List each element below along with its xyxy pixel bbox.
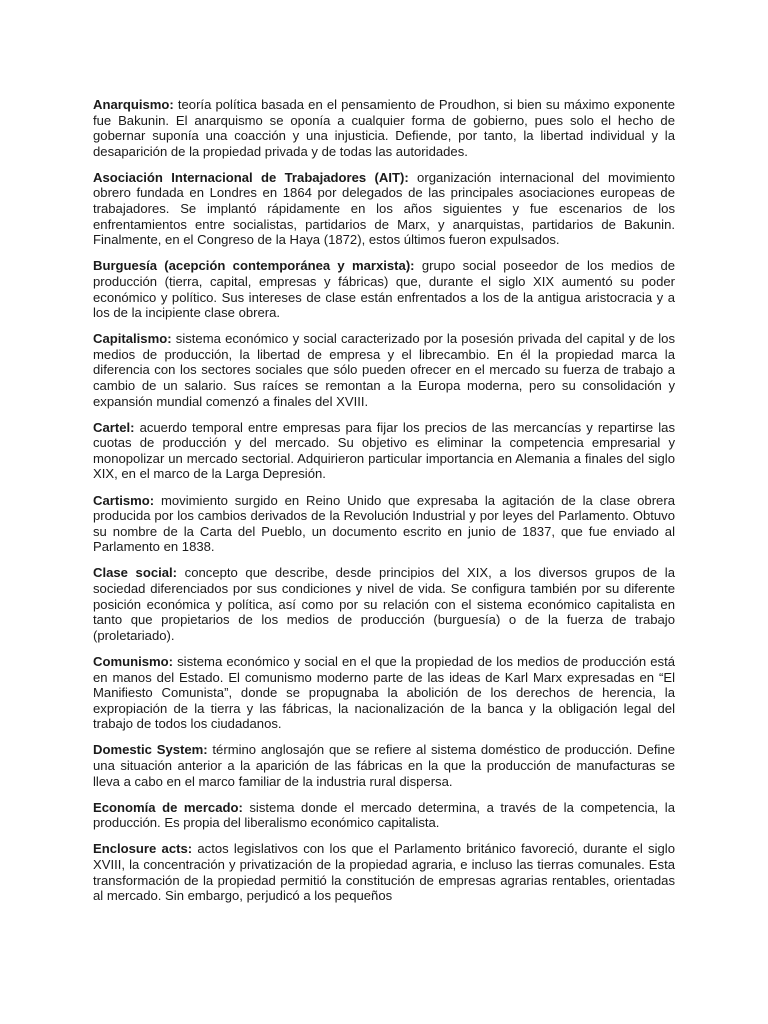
glossary-term: Domestic System: — [93, 742, 208, 758]
glossary-entry — [93, 841, 675, 903]
glossary-entry — [93, 331, 675, 409]
glossary-definition: acuerdo temporal entre empresas para fijar los precios de las mercancías y repartirse las cuotas de producción y del mercado. Su objetivo es eliminar la competencia empresarial y monopolizar un mercado sectorial. Adquirieron particular importancia en Alemania a finales del siglo XIX, en el marco de la Larga Depresión. — [93, 419, 675, 482]
glossary-term: Capitalismo: — [93, 331, 172, 347]
glossary-term: Cartismo: — [93, 492, 155, 508]
glossary-entry — [93, 654, 675, 732]
glossary-term: Clase social: — [93, 565, 178, 581]
glossary-entry — [93, 493, 675, 555]
glossary-entry — [93, 258, 675, 320]
glossary-entry — [93, 420, 675, 482]
glossary-term: Asociación Internacional de Trabajadores (AIT): — [93, 169, 409, 185]
glossary-term: Comunismo: — [93, 653, 174, 669]
glossary-term: Anarquismo: — [93, 97, 174, 112]
glossary-definition: concepto que describe, desde principios del XIX, a los diversos grupos de la sociedad diferenciados por sus condiciones y nivel de vida. Se configura también por su diferente posición económica y política, así como por su relación con el sistema económico capitalista en tanto que propietarios de los medios de producción (burguesía) o de la fuerza de trabajo (proletariado). — [93, 565, 675, 643]
glossary-definition: movimiento surgido en Reino Unido que expresaba la agitación de la clase obrera producida por los cambios derivados de la Revolución Industrial y por leyes del Parlamento. Obtuvo su nombre de la Carta del Pueblo, un documento escrito en junio de 1837, que fue enviado al Parlamento en 1838. — [93, 492, 675, 555]
glossary-definition: sistema económico y social caracterizado por la posesión privada del capital y de los medios de producción, la libertad de empresa y el librecambio. En él la propiedad marca la diferencia con los sectores sociales que sólo pueden ofrecer en el mercado su fuerza de trabajo a cambio de un salario. Sus raíces se remontan a la Europa moderna, pero su consolidación y expansión mundial comenzó a finales del XVIII. — [93, 331, 675, 409]
glossary-term: Enclosure acts: — [93, 841, 193, 857]
glossary-definition: organización internacional del movimiento obrero fundada en Londres en 1864 por delegados de las principales asociaciones europeas de trabajadores. Se implantó rápidamente en los años siguientes y fue escenarios de los enfrentamientos entre socialistas, partidarios de Marx, y anarquistas, partidarios de Bakunin. Finalmente, en el Congreso de la Haya (1872), estos últimos fueron expulsados. — [93, 169, 675, 248]
glossary-term: Economía de mercado: — [93, 799, 243, 815]
glossary-definition: sistema donde el mercado determina, a través de la competencia, la producción. Es propia del liberalismo económico capitalista. — [93, 799, 675, 831]
glossary-definition: actos legislativos con los que el Parlamento británico favoreció, durante el siglo XVIII, la concentración y privatización de la propiedad agraria, e incluso las tierras comunales. Esta transformación de la propiedad permitió la constitución de empresas agrarias rentables, orientadas al mercado. Sin embargo, perjudicó a los pequeños — [93, 841, 675, 904]
glossary-entry — [93, 170, 675, 248]
glossary-entry — [93, 97, 675, 159]
glossary-term: Cartel: — [93, 419, 135, 435]
glossary-entry — [93, 742, 675, 789]
document-page — [93, 97, 675, 914]
glossary-definition: grupo social poseedor de los medios de producción (tierra, capital, empresas y fábricas) que, durante el siglo XIX aumentó su poder económico y político. Sus intereses de clase están enfrentados a los de la antigua aristocracia y a los de la incipiente clase obrera. — [93, 258, 676, 321]
glossary-definition: teoría política basada en el pensamiento de Proudhon, si bien su máximo exponente fue Bakunin. El anarquismo se oponía a cualquier forma de gobierno, pues solo el hecho de gobernar suponía una coacción y una injusticia. Defiende, por tanto, la libertad individual y la desaparición de la propiedad privada y de todas las autoridades. — [93, 97, 675, 159]
glossary-definition: término anglosajón que se refiere al sistema doméstico de producción. Define una situación anterior a la aparición de las fábricas en la que la producción de manufacturas se lleva a cabo en el marco familiar de la industria rural dispersa. — [93, 742, 675, 789]
glossary-entry — [93, 800, 675, 831]
glossary-entry — [93, 565, 675, 643]
glossary-term: Burguesía (acepción contemporánea y marxista): — [93, 258, 415, 274]
glossary-definition: sistema económico y social en el que la propiedad de los medios de producción está en manos del Estado. El comunismo moderno parte de las ideas de Karl Marx expresadas en “El Manifiesto Comunista”, donde se propugnaba la abolición de los derechos de herencia, la expropiación de la tierra y las fábricas, la nacionalización de la banca y la obligación legal del trabajo de todos los ciudadanos. — [93, 653, 675, 732]
